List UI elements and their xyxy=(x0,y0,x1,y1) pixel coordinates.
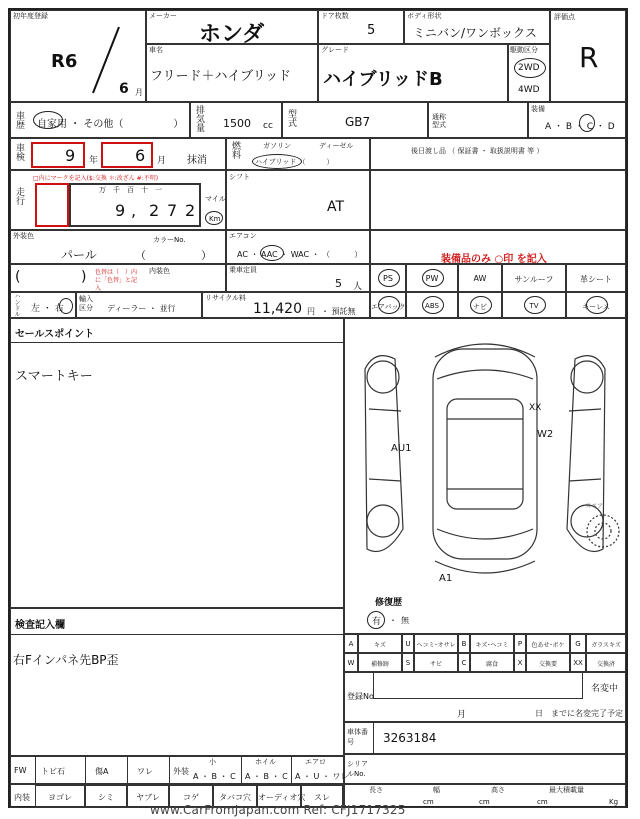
fw-div-1 xyxy=(85,757,86,783)
option2-3-text: TV xyxy=(529,301,539,310)
option-1-text: PW xyxy=(425,274,439,283)
model-cell xyxy=(146,44,318,102)
width-label: 幅 xyxy=(433,786,440,794)
interior-bracket-close: ) xyxy=(81,269,87,285)
option2-4-text: キーレス xyxy=(582,302,610,311)
auction-sheet xyxy=(8,8,628,808)
legend-0-0-text: A xyxy=(348,640,354,648)
inspection-year-unit: 年 xyxy=(89,156,99,166)
inspection-label: 車検 xyxy=(14,143,24,161)
model-value: フリード＋ハイブリッド xyxy=(150,69,292,84)
inspector-label: 検査記入欄 xyxy=(15,620,65,631)
model-label: 車名 xyxy=(149,46,163,54)
doors-label: ドア枚数 xyxy=(321,12,349,20)
car-diagram-cell xyxy=(344,318,626,634)
capacity-unit: 人 xyxy=(353,282,363,292)
repair-no: 無 xyxy=(401,616,409,625)
mileage-digit-1: 9 xyxy=(115,201,126,220)
reg-kind-label: 車歴 xyxy=(14,111,24,129)
doors-value: 5 xyxy=(367,23,376,38)
legend-0-7 xyxy=(526,634,570,653)
legend-1-7 xyxy=(526,653,570,672)
mileage-km-circle xyxy=(205,211,223,225)
interior-item-4-text: タバコ穴 xyxy=(219,793,251,802)
drive-label: 駆動区分 xyxy=(510,46,538,54)
score-value: R xyxy=(579,41,599,74)
sales-point-header xyxy=(11,319,343,343)
sales-point-cell xyxy=(10,318,344,608)
equip-header: 装備品のみ ○印 を記入 xyxy=(441,254,547,265)
grade-label: グレード xyxy=(321,46,349,54)
height-label: 高さ xyxy=(491,786,505,794)
handle-cell xyxy=(10,292,76,318)
legend-1-4 xyxy=(458,653,470,672)
ac-label: エアコン xyxy=(229,232,257,240)
first-reg-month: 6 xyxy=(119,81,129,97)
mileage-digit-2: 2 xyxy=(149,201,160,220)
equip-circle xyxy=(579,114,595,132)
height-unit: cm xyxy=(537,798,548,806)
fw-div-3 xyxy=(169,757,170,783)
later-items: 後日渡し品 （ 保証書 ・ 取扱説明書 等 ） xyxy=(411,147,544,155)
first-reg-era: R6 xyxy=(51,51,78,72)
first-reg-slash xyxy=(91,25,121,95)
legend-0-8-text: G xyxy=(575,640,581,648)
option2-4 xyxy=(566,292,626,318)
shift-cell xyxy=(226,170,370,230)
fuel-gas: ガソリン xyxy=(263,142,291,150)
drive-cell xyxy=(508,44,550,102)
drive-2wd: 2WD xyxy=(518,63,540,73)
inspection-cell xyxy=(10,138,226,170)
fuel-diesel: ディーゼル xyxy=(319,142,354,150)
legend-0-3-text: ヘコミ･オサレ xyxy=(416,642,456,649)
damage-legend xyxy=(344,634,626,672)
wheel-scale: A ・ B ・ C xyxy=(245,772,288,781)
cert-cell xyxy=(428,102,528,138)
weight-label: 最大積載量 xyxy=(549,786,584,794)
diagram-spare: スペア xyxy=(585,503,604,510)
option-0 xyxy=(370,264,406,292)
vin-cell xyxy=(344,722,626,754)
reg-no-label: 登録No. xyxy=(347,692,377,701)
interior-color-cell xyxy=(10,264,226,292)
vin-label: 車体番号 xyxy=(347,728,368,746)
option-1 xyxy=(406,264,458,292)
body-type-cell xyxy=(404,10,550,44)
repair-dot: ・ xyxy=(389,616,397,625)
watermark: www.CarFromJapan.com Ref: CFJ1717325 xyxy=(150,803,406,817)
option2-4-circle xyxy=(586,296,608,314)
displacement-value: 1500 xyxy=(223,117,251,130)
interior-item-6-text: スレ xyxy=(314,793,330,802)
displacement-label: 排気量 xyxy=(194,105,204,132)
legend-0-2-text: U xyxy=(405,640,411,648)
length-unit: cm xyxy=(423,798,434,806)
option2-2 xyxy=(458,292,502,318)
repair-yes: 有 xyxy=(372,617,382,627)
ac-value: AC ・ AAC ・ WAC ・ （ ） xyxy=(237,250,363,259)
option2-1-circle xyxy=(422,296,444,314)
legend-1-9-text: 交換済 xyxy=(596,661,615,668)
diagram-mark-xx: XX xyxy=(529,403,542,413)
legend-1-6 xyxy=(514,653,526,672)
fw-label: FW xyxy=(14,766,27,775)
ac-cell xyxy=(226,230,370,264)
recycle-deposit: ・ 預託無 xyxy=(321,307,356,316)
interior-color-label: 内装色 xyxy=(149,267,170,275)
aero-scale: A ・ U ・ ワレ xyxy=(295,772,349,781)
legend-1-3 xyxy=(414,653,458,672)
option2-0-circle xyxy=(378,296,400,314)
mileage-comma: , xyxy=(131,201,137,220)
vin-value: 3263184 xyxy=(383,731,437,745)
mileage-cell xyxy=(10,170,226,230)
legend-1-9 xyxy=(586,653,626,672)
inspector-cell xyxy=(10,608,344,756)
option-3-text: サンルーフ xyxy=(514,275,554,284)
fuel-hybrid: ハイブリッド （ ） xyxy=(255,158,334,166)
maker-value: ホンダ xyxy=(199,22,265,47)
shift-value: AT xyxy=(327,199,345,215)
legend-0-8 xyxy=(570,634,586,653)
vin-divider xyxy=(373,723,374,753)
option2-1-text: ABS xyxy=(425,301,439,310)
type-label: 型式 xyxy=(286,109,296,127)
legend-0-6-text: P xyxy=(517,640,523,648)
legend-1-8 xyxy=(570,653,586,672)
fw-div-5 xyxy=(291,757,292,783)
type-value: GB7 xyxy=(345,115,371,129)
sales-point-text: スマートキー xyxy=(15,369,93,384)
inspection-month: 6 xyxy=(135,146,146,165)
option-0-text: PS xyxy=(383,274,393,283)
capacity-label: 乗車定員 xyxy=(229,266,257,274)
ac-circle xyxy=(260,245,284,261)
cert-label: 通称型式 xyxy=(432,113,446,129)
interior-item-1-text: シミ xyxy=(98,793,114,802)
legend-1-6-text: X xyxy=(517,659,523,667)
score-cell xyxy=(550,10,626,102)
legend-0-1-text: キズ xyxy=(374,642,386,649)
later-items-cell xyxy=(370,138,626,170)
car-diagram xyxy=(345,329,625,599)
legend-0-0 xyxy=(344,634,358,653)
legend-0-7-text: 色あせ･ボケ xyxy=(531,642,565,649)
handle-label: ハンドル xyxy=(13,293,20,317)
diagram-mark-a1: A1 xyxy=(439,573,453,584)
doors-cell xyxy=(318,10,404,44)
fw-item-2: ワレ xyxy=(137,767,153,776)
legend-0-4 xyxy=(458,634,470,653)
mileage-note: □内にマークを記入($:交換 ＊:改ざん #:不明) xyxy=(33,175,159,182)
legend-0-4-text: B xyxy=(461,640,467,648)
option-3 xyxy=(502,264,566,292)
option-1-circle xyxy=(422,269,444,287)
body-type-label: ボディ形状 xyxy=(407,12,442,20)
sales-point-label: セールスポイント xyxy=(15,329,95,340)
option2-3 xyxy=(502,292,566,318)
recycle-value: 11,420 xyxy=(253,301,302,317)
equip-value: A ・ B ・ C ・ D xyxy=(545,122,615,132)
displacement-cell xyxy=(190,102,282,138)
color-no-value: （ ） xyxy=(135,249,212,262)
exterior-color-value: パール xyxy=(61,248,97,262)
option-2 xyxy=(458,264,502,292)
width-unit: cm xyxy=(479,798,490,806)
fw-row xyxy=(10,756,349,784)
legend-0-1 xyxy=(358,634,402,653)
mileage-units: 万 千 百 十 一 xyxy=(99,186,162,194)
diagram-mark-au1: AU1 xyxy=(391,443,412,454)
length-label: 長さ xyxy=(369,786,383,794)
mileage-km: Km xyxy=(209,215,221,223)
legend-1-8-text: XX xyxy=(573,659,583,667)
aero-label: エアロ xyxy=(305,758,326,766)
option2-2-circle xyxy=(470,296,492,314)
inspector-header xyxy=(11,609,343,635)
recycle-cell xyxy=(202,292,370,318)
capacity-cell xyxy=(226,264,370,292)
reg-no-top xyxy=(373,673,583,699)
later-items-area xyxy=(370,170,626,230)
type-cell xyxy=(282,102,428,138)
inspection-deleted: 抹消 xyxy=(187,155,207,166)
option-4-text: 革シート xyxy=(580,275,612,284)
fw-div-2 xyxy=(127,757,128,783)
mileage-digit-3: 7 xyxy=(167,201,178,220)
fw-div-4 xyxy=(241,757,242,783)
maker-label: メーカー xyxy=(149,12,177,20)
fw-item-1: 傷A xyxy=(95,767,109,776)
fw-div-0 xyxy=(35,757,36,783)
exterior-color-cell xyxy=(10,230,226,264)
fuel-cell xyxy=(226,138,370,170)
option2-3-circle xyxy=(524,296,546,314)
grade-value: ハイブリッドB xyxy=(323,69,443,90)
body-type-value: ミニバン/ワンボックス xyxy=(413,26,537,40)
options-row2 xyxy=(370,292,626,318)
maker-cell xyxy=(146,10,318,47)
legend-1-7-text: 交換要 xyxy=(538,661,557,668)
repair-label: 修復歴 xyxy=(375,598,403,608)
legend-1-5 xyxy=(470,653,514,672)
mileage-digit-4: 2 xyxy=(185,201,196,220)
fuel-label: 燃料 xyxy=(230,141,240,159)
ext-label: 外装 xyxy=(173,767,189,776)
import-value: ディーラー ・ 並行 xyxy=(107,304,176,313)
legend-1-5-text: 腐食 xyxy=(485,661,498,668)
legend-0-5-text: キズ･ヘコミ xyxy=(475,642,509,649)
legend-1-2 xyxy=(402,653,414,672)
wheel-label: ホイル xyxy=(255,758,276,766)
inspection-year: 9 xyxy=(65,146,76,165)
option2-0-text: エアバック xyxy=(371,302,406,311)
shift-label: シフト xyxy=(229,173,250,181)
legend-1-2-text: S xyxy=(405,659,411,667)
legend-1-0 xyxy=(344,653,358,672)
reg-month-unit: 月 xyxy=(457,710,467,720)
interior-item-0 xyxy=(35,785,85,807)
first-reg-cell xyxy=(10,10,146,102)
displacement-unit: cc xyxy=(263,121,273,131)
drive-4wd: 4WD xyxy=(518,85,540,95)
option-2-text: AW xyxy=(473,274,487,283)
recycle-label: リサイクル料 xyxy=(205,294,247,302)
exterior-color-label: 外装色 xyxy=(13,232,34,240)
equip-label: 装備 xyxy=(531,105,545,113)
reg-deadline: 日 までに名変完了予定 xyxy=(535,709,623,718)
interior-item-3-text: コゲ xyxy=(183,793,199,802)
legend-1-0-text: W xyxy=(347,659,355,667)
handle-circle xyxy=(59,298,73,314)
ext-scale: A ・ B ・ C xyxy=(193,772,236,781)
serial-label: シリアルNo. xyxy=(347,760,368,778)
fuel-hybrid-circle xyxy=(252,154,302,169)
import-cell xyxy=(76,292,202,318)
registration-cell xyxy=(344,672,626,722)
option2-0 xyxy=(370,292,406,318)
options-row1 xyxy=(370,264,626,292)
legend-0-2 xyxy=(402,634,414,653)
interior-item-5-text: オーディオ穴 xyxy=(258,793,306,802)
first-reg-label: 初年度登録 xyxy=(13,12,48,20)
first-reg-month-unit: 月 xyxy=(135,88,143,97)
mileage-mile: マイル xyxy=(205,195,226,203)
inspection-month-unit: 月 xyxy=(157,156,167,166)
equip-cell xyxy=(528,102,626,138)
legend-1-4-text: C xyxy=(461,659,467,667)
legend-1-1-text: 補修跡 xyxy=(370,661,389,668)
grade-cell xyxy=(318,44,508,102)
color-no-label: カラーNo. xyxy=(153,236,186,244)
legend-0-9 xyxy=(586,634,626,653)
option-0-circle xyxy=(378,269,400,287)
handle-value: 左 ・ 右 xyxy=(31,304,64,314)
legend-0-5 xyxy=(470,634,514,653)
ext-size-label: 小 xyxy=(209,758,216,766)
score-label: 評価点 xyxy=(554,13,575,21)
capacity-value: 5 xyxy=(335,277,342,290)
interior-item-0-text: ヨゴレ xyxy=(48,793,72,802)
option2-1 xyxy=(406,292,458,318)
recycle-unit: 円 xyxy=(307,307,315,316)
legend-0-9-text: ガラスキズ xyxy=(591,642,621,649)
inspection-year-box xyxy=(31,142,85,168)
interior-row-label: 内装 xyxy=(14,793,30,802)
reg-kind-cell xyxy=(10,102,190,138)
mileage-change: 名変中 xyxy=(591,684,619,694)
legend-0-6 xyxy=(514,634,526,653)
legend-1-1 xyxy=(358,653,402,672)
inspector-text: 右Fインパネ先BP歪 xyxy=(13,653,119,667)
inspection-month-box xyxy=(101,142,153,168)
mileage-mark-box xyxy=(35,183,69,227)
option2-2-text: ナビ xyxy=(473,302,487,311)
interior-item-2-text: ヤブレ xyxy=(136,793,160,802)
serial-cell xyxy=(344,754,626,784)
option-4 xyxy=(566,264,626,292)
mileage-label: 走行 xyxy=(14,187,24,205)
diagram-mark-w2: W2 xyxy=(537,429,554,440)
interior-item-1 xyxy=(85,785,127,807)
reg-kind-value: 自家用 ・ その他（ ） xyxy=(37,119,184,130)
import-label: 輸入区分 xyxy=(79,295,93,312)
fw-item-0: トビ石 xyxy=(41,767,65,776)
weight-unit: Kg xyxy=(609,798,619,806)
equip-header-cell xyxy=(370,230,626,264)
color-change-note: 色替は（ ）内に「色替」と記入 xyxy=(95,269,138,292)
legend-1-3-text: サビ xyxy=(429,661,442,668)
legend-0-3 xyxy=(414,634,458,653)
interior-bracket: ( xyxy=(15,269,21,285)
